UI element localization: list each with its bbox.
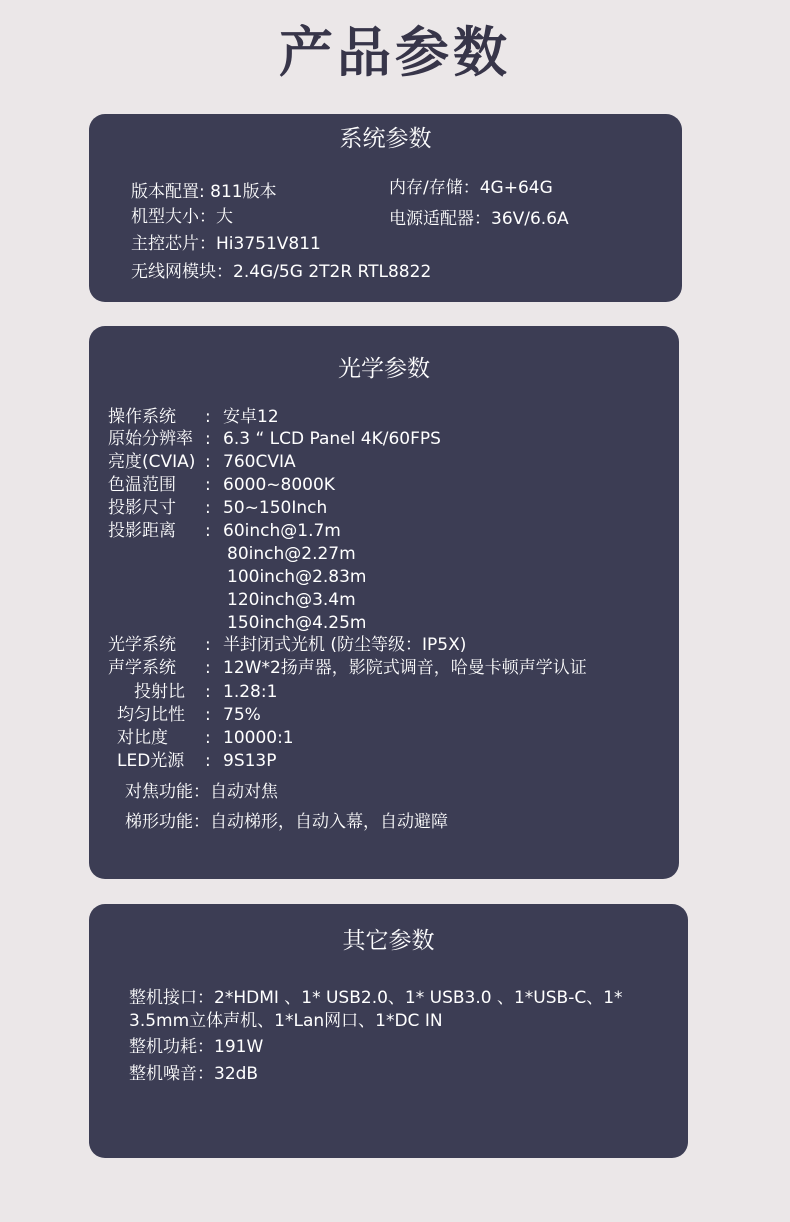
spec-sep: : [205,498,211,518]
spec-sep: : [205,475,211,495]
spec-sep: : [205,452,211,472]
memory-storage: 内存/存储：4G+64G [389,178,553,198]
spec-label: 亮度(CVIA) [108,452,196,472]
spec-value: 6000~8000K [223,475,335,495]
system-params-title: 系统参数 [339,126,432,152]
wireless-module: 无线网模块：2.4G/5G 2T2R RTL8822 [131,262,432,282]
spec-label: 对比度 [117,728,168,748]
optical-params-panel [89,326,679,879]
spec-sep: : [205,429,211,449]
spec-label: 原始分辨率 [108,429,193,449]
spec-sep: : [205,751,211,771]
spec-sep: : [205,728,211,748]
spec-value: 150inch@4.25m [227,613,367,633]
spec-value: 安卓12 [223,407,279,427]
main-chip: 主控芯片：Hi3751V811 [131,234,321,254]
spec-label: 操作系统 [108,407,176,427]
model-size: 机型大小：大 [131,207,233,227]
ports-line-1: 整机接口：2*HDMI 、1* USB2.0、1* USB3.0 、1*USB-C、1* [129,988,623,1008]
spec-sep: : [205,705,211,725]
other-params-title: 其它参数 [342,928,435,954]
spec-value: 760CVIA [223,452,296,472]
spec-label: 声学系统 [108,658,176,678]
focus-function: 对焦功能：自动对焦 [125,782,278,802]
spec-label: 光学系统 [108,635,176,655]
spec-value: 60inch@1.7m [223,521,341,541]
power-adapter: 电源适配器：36V/6.6A [389,209,569,229]
spec-label: 色温范围 [108,475,176,495]
system-params-panel [89,114,682,302]
spec-value: 1.28:1 [223,682,278,702]
spec-value: 10000:1 [223,728,294,748]
keystone-function: 梯形功能：自动梯形，自动入幕，自动避障 [125,812,448,832]
spec-sep: : [205,658,211,678]
spec-sep: : [205,635,211,655]
power-consumption: 整机功耗：191W [129,1037,264,1057]
ports-line-2: 3.5mm立体声机、1*Lan网口、1*DC IN [129,1011,443,1031]
version-config: 版本配置: 811版本 [131,182,277,202]
optical-params-title: 光学参数 [338,356,430,382]
spec-value: 半封闭式光机 (防尘等级：IP5X) [223,635,467,655]
noise-level: 整机噪音：32dB [129,1064,259,1084]
spec-value: 120inch@3.4m [227,590,356,610]
spec-value: 50~150Inch [223,498,328,518]
spec-label: LED光源 [117,751,185,771]
spec-sep: : [205,682,211,702]
spec-sep: : [205,521,211,541]
page-title: 产品参数 [279,21,511,84]
other-params-panel [89,904,688,1158]
spec-value: 12W*2扬声器，影院式调音，哈曼卡顿声学认证 [223,658,587,678]
spec-label: 投影距离 [108,521,176,541]
spec-value: 100inch@2.83m [227,567,367,587]
spec-label: 投影尺寸 [108,498,176,518]
spec-value: 75% [223,705,261,725]
spec-label: 投射比 [134,682,185,702]
spec-label: 均匀比性 [117,705,185,725]
spec-value: 9S13P [223,751,277,771]
spec-value: 6.3 “ LCD Panel 4K/60FPS [223,429,441,449]
spec-sep: : [205,407,211,427]
spec-value: 80inch@2.27m [227,544,356,564]
